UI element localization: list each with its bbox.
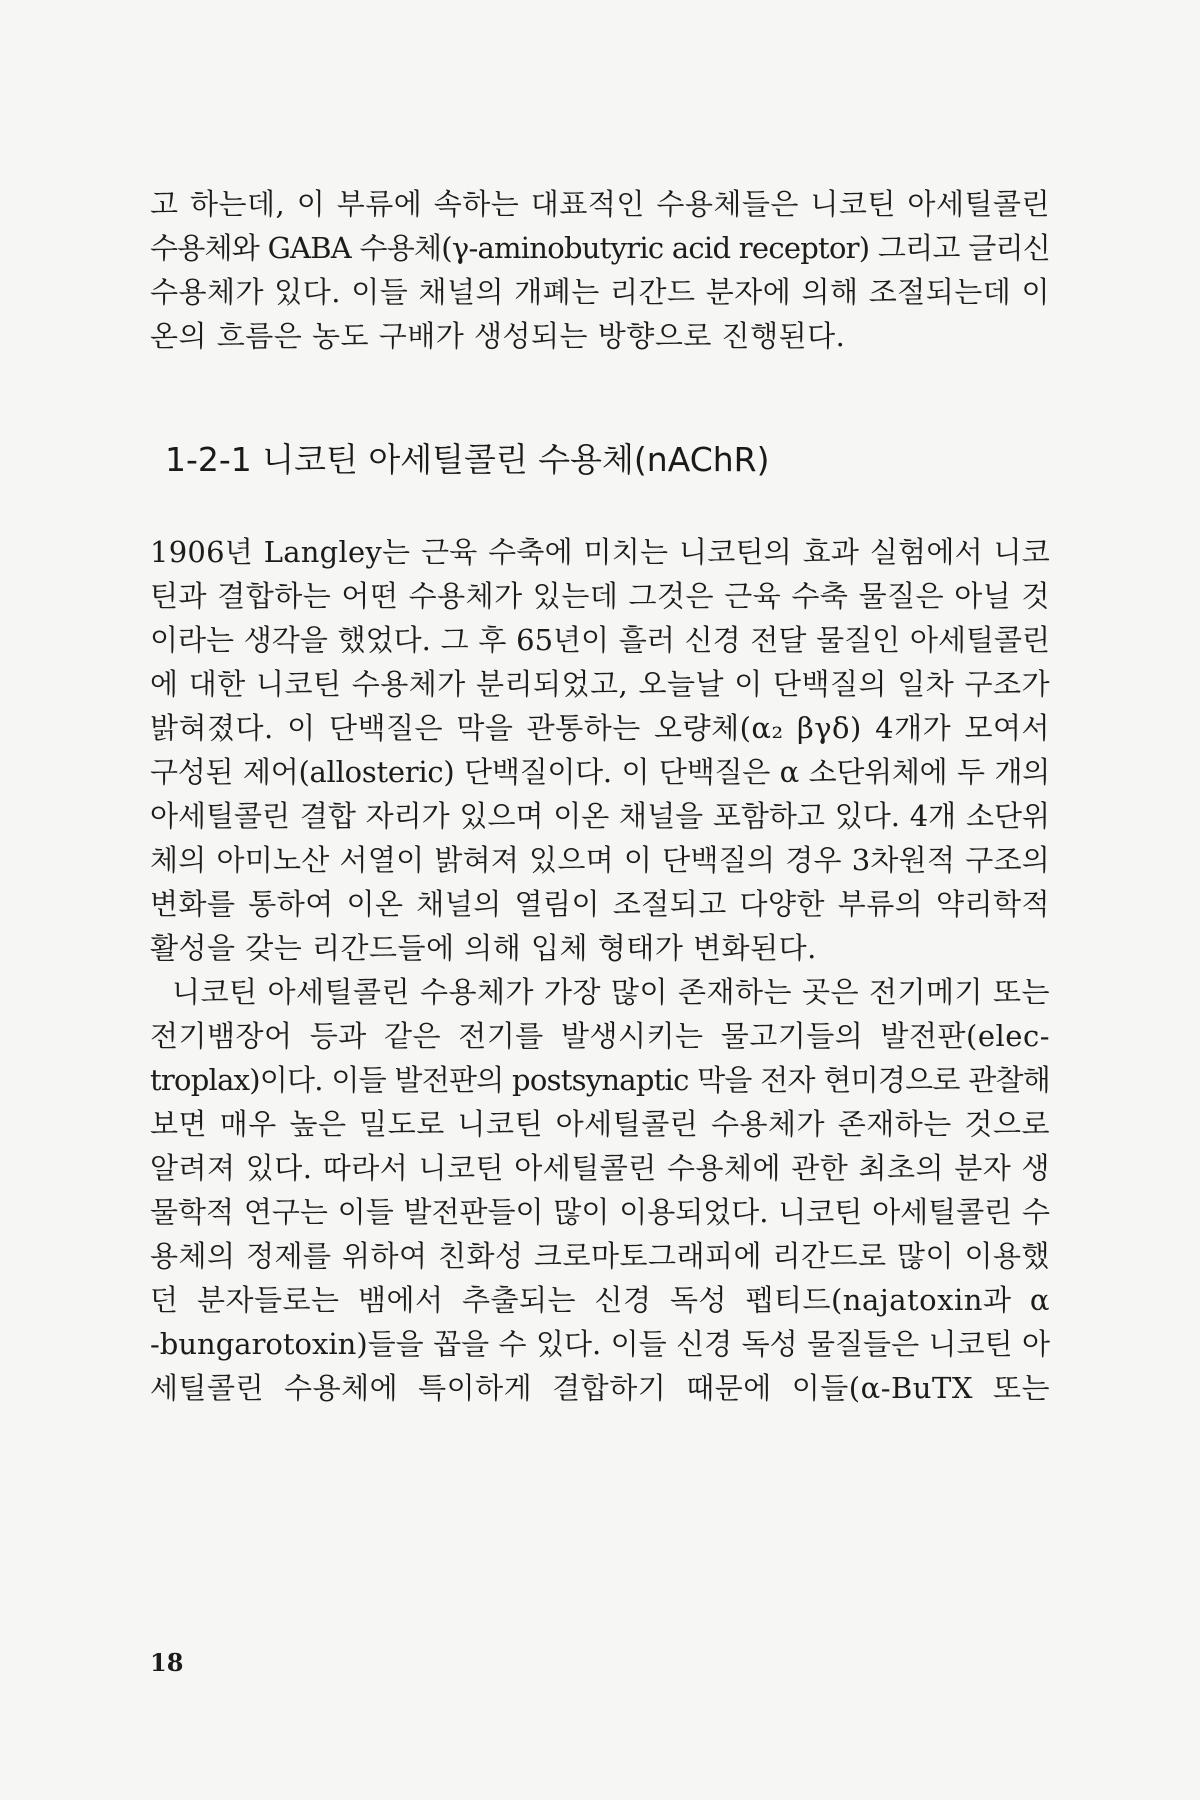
text-line: 보면 매우 높은 밀도로 니코틴 아세틸콜린 수용체가 존재하는 것으로 [150,1107,1050,1141]
paragraph-2 [150,970,1050,1410]
text-line: 던 분자들로는 뱀에서 추출되는 신경 독성 펩티드(najatoxin과 α [150,1283,1050,1317]
text-line: 1906년 Langley는 근육 수축에 미치는 니코틴의 효과 실험에서 니코 [150,535,1050,569]
text-line: 알려져 있다. 따라서 니코틴 아세틸콜린 수용체에 관한 최초의 분자 생 [150,1151,1050,1185]
text-line: 고 하는데, 이 부류에 속하는 대표적인 수용체들은 니코틴 아세틸콜린 [150,187,1050,221]
intro-paragraph [150,182,1050,358]
text-line: 에 대한 니코틴 수용체가 분리되었고, 오늘날 이 단백질의 일차 구조가 [150,667,1050,701]
text-line: 이라는 생각을 했었다. 그 후 65년이 흘러 신경 전달 물질인 아세틸콜린 [150,623,1050,657]
text-line: 니코틴 아세틸콜린 수용체가 가장 많이 존재하는 곳은 전기메기 또는 [172,975,1050,1009]
text-line: 활성을 갖는 리간드들에 의해 입체 형태가 변화된다. [150,931,817,965]
text-line: 구성된 제어(allosteric) 단백질이다. 이 단백질은 α 소단위체에 두 개의 [150,755,1050,789]
text-line: 아세틸콜린 결합 자리가 있으며 이온 채널을 포함하고 있다. 4개 소단위 [150,799,1050,833]
paragraph-1 [150,530,1050,970]
section-heading: 1-2-1 니코틴 아세틸콜린 수용체(nAChR) [165,440,770,479]
text-line: -bungarotoxin)들을 꼽을 수 있다. 이들 신경 독성 물질들은 니코틴 아 [150,1327,1050,1361]
text-line: troplax)이다. 이들 발전판의 postsynaptic 막을 전자 현미경으로 관찰해 [150,1063,1050,1097]
text-line: 물학적 연구는 이들 발전판들이 많이 이용되었다. 니코틴 아세틸콜린 수 [150,1195,1050,1229]
text-line: 밝혀졌다. 이 단백질은 막을 관통하는 오량체(α₂ βγδ) 4개가 모여서 [150,711,1050,745]
text-line: 수용체와 GABA 수용체(γ-aminobutyric acid receptor) 그리고 글리신 [150,231,1050,265]
text-line: 용체의 정제를 위하여 친화성 크로마토그래피에 리간드로 많이 이용했 [150,1239,1050,1273]
text-line: 체의 아미노산 서열이 밝혀져 있으며 이 단백질의 경우 3차원적 구조의 [150,843,1050,877]
text-line: 온의 흐름은 농도 구배가 생성되는 방향으로 진행된다. [150,319,846,353]
text-line: 변화를 통하여 이온 채널의 열림이 조절되고 다양한 부류의 약리학적 [150,887,1050,921]
text-line: 전기뱀장어 등과 같은 전기를 발생시키는 물고기들의 발전판(elec- [150,1019,1050,1053]
text-line: 세틸콜린 수용체에 특이하게 결합하기 때문에 이들(α-BuTX 또는 [150,1371,1050,1405]
page-number: 18 [150,1648,184,1677]
text-line: 틴과 결합하는 어떤 수용체가 있는데 그것은 근육 수축 물질은 아닐 것 [150,579,1050,613]
text-line: 수용체가 있다. 이들 채널의 개폐는 리간드 분자에 의해 조절되는데 이 [150,275,1050,309]
